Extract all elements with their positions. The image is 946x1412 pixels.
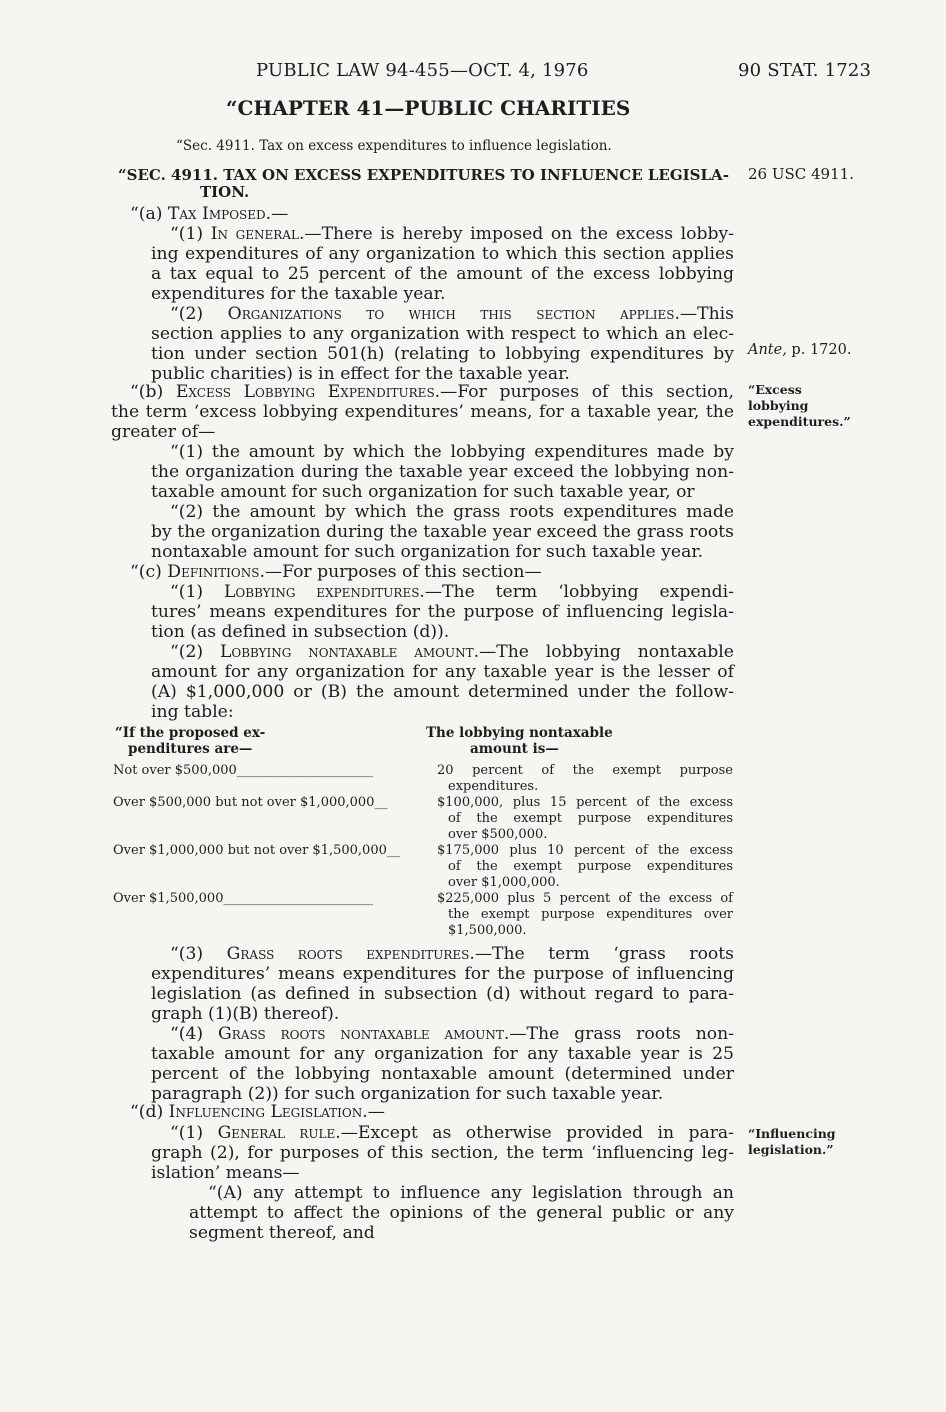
table-row-3-r3: over $1,000,000. [448, 875, 560, 890]
subsec-c-p3-rest: .—The term ‘grass roots [469, 944, 734, 964]
subsec-a-p2-line4: public charities) is in effect for the taxable year. [151, 364, 570, 384]
subsec-b-rest: .—For purposes of this section, [434, 382, 734, 402]
subsec-c-p4-sc: Grass roots nontaxable amount [218, 1024, 504, 1044]
subsec-c-line1 [130, 563, 542, 583]
table-row-2-left: Over $500,000 but not over $1,000,000__ [113, 795, 388, 810]
subsec-a-p2-rest: .—This [674, 304, 734, 324]
subsec-d-pA-line1: “(A) any attempt to influence any legislation through an [208, 1183, 734, 1203]
subsec-a-p1-line3: a tax equal to 25 percent of the amount of the excess lobbying [151, 264, 734, 284]
running-header-law: PUBLIC LAW 94-455—OCT. 4, 1976 [256, 60, 589, 81]
subsec-b-p1-line3: taxable amount for such organization for such taxable year, or [151, 482, 695, 502]
subsec-c-open: “(c) [130, 562, 168, 582]
subsec-c-p1-sc: Lobbying expenditures [224, 582, 420, 602]
margin-note-infl-2: legislation.” [748, 1142, 834, 1157]
subsec-c-p1-open: “(1) [170, 582, 224, 602]
subsec-b-p2-line2: by the organization during the taxable year exceed the grass roots [151, 522, 734, 542]
subsec-d-p1-line2: graph (2), for purposes of this section, the term ‘influencing leg- [151, 1143, 734, 1163]
subsec-c-p4-rest: .—The grass roots non- [503, 1024, 734, 1044]
subsec-a-p2-open: “(2) [170, 304, 228, 324]
subsec-c-p2-line4: ing table: [151, 702, 234, 722]
subsec-d-p1-rest: .—Except as otherwise provided in para- [335, 1123, 734, 1143]
table-row-4-r2: the exempt purpose expenditures over [448, 907, 733, 922]
table-row-2-r3: over $500,000. [448, 827, 548, 842]
subsec-d-heading [130, 1103, 385, 1123]
subsec-c-p4-line4: paragraph (2)) for such organization for such taxable year. [151, 1084, 664, 1104]
subsec-d-p1-sc: General rule [217, 1123, 336, 1143]
subsec-b-p2-line3: nontaxable amount for such organization for such taxable year. [151, 542, 704, 562]
margin-note-infl-1: “Influencing [748, 1126, 836, 1141]
subsec-d-p1-open: “(1) [170, 1123, 218, 1143]
subsec-c-p2-line1 [170, 643, 734, 663]
table-col2-header-2: amount is— [470, 741, 559, 757]
subsec-a-p1-rest: .—There is hereby imposed on the excess lobby- [298, 224, 734, 244]
subsec-b-p1-line1: “(1) the amount by which the lobbying expenditures made by [170, 442, 734, 462]
subsec-b-line3: greater of— [111, 422, 216, 442]
subsec-c-p3-line3: legislation (as defined in subsection (d) without regard to para- [151, 984, 734, 1004]
subsec-c-p3-line1 [170, 945, 734, 965]
subsec-c-p1-line3: tion (as defined in subsection (d)). [151, 622, 450, 642]
table-col1-header-1: “If the proposed ex- [115, 725, 266, 741]
subsec-c-sc: Definitions [167, 562, 260, 582]
section-heading-line2: TION. [200, 183, 250, 201]
subsec-d-p1-line1 [170, 1124, 734, 1144]
table-row-2-r2: of the exempt purpose expenditures [448, 811, 733, 826]
subsec-a-p2-line1 [170, 305, 734, 325]
subsec-a-p2-line2: section applies to any organization with respect to which an elec- [151, 324, 734, 344]
table-col1-header-2: penditures are— [128, 741, 253, 757]
margin-note-ante-rest: p. 1720. [786, 342, 852, 358]
subsec-c-p2-sc: Lobbying nontaxable amount [219, 642, 474, 662]
margin-note-excess-2: lobbying [748, 398, 809, 413]
section-heading-line1: “SEC. 4911. TAX ON EXCESS EXPENDITURES TO INFLUENCE LEGISLA- [118, 166, 729, 184]
subsec-a-p1-sc: In general [210, 224, 299, 244]
subsec-b-p1-line2: the organization during the taxable year exceed the lobbying non- [151, 462, 734, 482]
table-row-3-r1: $175,000 plus 10 percent of the excess [437, 843, 733, 858]
subsec-c-p4-open: “(4) [170, 1024, 219, 1044]
subsec-a-p1-line4: expenditures for the taxable year. [151, 284, 446, 304]
toc-entry: “Sec. 4911. Tax on excess expenditures to influence legislation. [176, 138, 612, 154]
margin-note-ante [748, 342, 851, 358]
subsec-c-p3-line4: graph (1)(B) thereof). [151, 1004, 340, 1024]
table-col2-header-1: The lobbying nontaxable [426, 725, 613, 741]
subsec-a-sc: Tax Imposed [167, 204, 266, 224]
table-row-2-r1: $100,000, plus 15 percent of the excess [437, 795, 733, 810]
table-row-4-left: Over $1,500,000_______________________ [113, 891, 373, 906]
subsec-a-p1-line1 [170, 225, 734, 245]
subsec-c-p3-sc: Grass roots expenditures [226, 944, 470, 964]
subsec-c-p1-line2: tures’ means expenditures for the purpose of influencing legisla- [151, 602, 734, 622]
subsec-c-p4-line2: taxable amount for any organization for any taxable year is 25 [151, 1044, 734, 1064]
margin-note-usc: 26 USC 4911. [748, 165, 854, 183]
table-row-3-left: Over $1,000,000 but not over $1,500,000__ [113, 843, 400, 858]
subsec-b-line2: the term ‘excess lobbying expenditures’ means, for a taxable year, the [111, 402, 734, 422]
margin-note-excess-3: expenditures.” [748, 414, 851, 429]
table-row-1-r1: 20 percent of the exempt purpose [437, 763, 733, 778]
table-row-4-r3: $1,500,000. [448, 923, 527, 938]
subsec-a-open: “(a) [130, 204, 168, 224]
subsec-c-p4-line3: percent of the lobbying nontaxable amount (determined under [151, 1064, 734, 1084]
subsec-d-close: .— [362, 1102, 385, 1122]
subsec-a-p1-open: “(1) [170, 224, 211, 244]
subsec-b-line1 [130, 383, 734, 403]
subsec-a-p2-sc: Organizations to which this section applies [227, 304, 675, 324]
subsec-a-close: .— [265, 204, 289, 224]
subsec-c-p1-rest: .—The term ‘lobbying expendi- [419, 582, 734, 602]
subsec-c-p2-line3: (A) $1,000,000 or (B) the amount determined under the follow- [151, 682, 734, 702]
subsec-c-p1-line1 [170, 583, 734, 603]
table-row-1-r2: expenditures. [448, 779, 539, 794]
margin-note-ante-em: Ante, [748, 342, 787, 358]
subsec-a-p2-line3: tion under section 501(h) (relating to lobbying expenditures by [151, 344, 734, 364]
subsec-c-p2-line2: amount for any organization for any taxable year is the lesser of [151, 662, 734, 682]
subsec-d-pA-line2: attempt to affect the opinions of the general public or any [189, 1203, 734, 1223]
subsec-d-open: “(d) [130, 1102, 169, 1122]
table-row-4-r1: $225,000 plus 5 percent of the excess of [437, 891, 733, 906]
chapter-title: “CHAPTER 41—PUBLIC CHARITIES [226, 96, 631, 120]
subsec-c-rest: .—For purposes of this section— [259, 562, 542, 582]
subsec-d-sc: Influencing Legislation [168, 1102, 363, 1122]
subsec-c-p4-line1 [170, 1025, 734, 1045]
subsec-c-p3-line2: expenditures’ means expenditures for the purpose of influencing [151, 964, 734, 984]
table-row-1-left: Not over $500,000_____________________ [113, 763, 374, 778]
subsec-b-sc: Excess Lobbying Expenditures [175, 382, 435, 402]
table-row-3-r2: of the exempt purpose expenditures [448, 859, 733, 874]
subsec-d-p1-line3: islation’ means— [151, 1163, 300, 1183]
subsec-a-p1-line2: ing expenditures of any organization to which this section applies [151, 244, 734, 264]
subsec-d-pA-line3: segment thereof, and [189, 1223, 375, 1243]
running-header-stat: 90 STAT. 1723 [738, 60, 872, 81]
subsec-a-heading [130, 205, 288, 225]
subsec-c-p2-rest: .—The lobbying nontaxable [473, 642, 734, 662]
subsec-b-p2-line1: “(2) the amount by which the grass roots expenditures made [170, 502, 734, 522]
subsec-c-p3-open: “(3) [170, 944, 227, 964]
margin-note-excess-1: “Excess [748, 382, 802, 397]
subsec-b-open: “(b) [130, 382, 176, 402]
subsec-c-p2-open: “(2) [170, 642, 220, 662]
